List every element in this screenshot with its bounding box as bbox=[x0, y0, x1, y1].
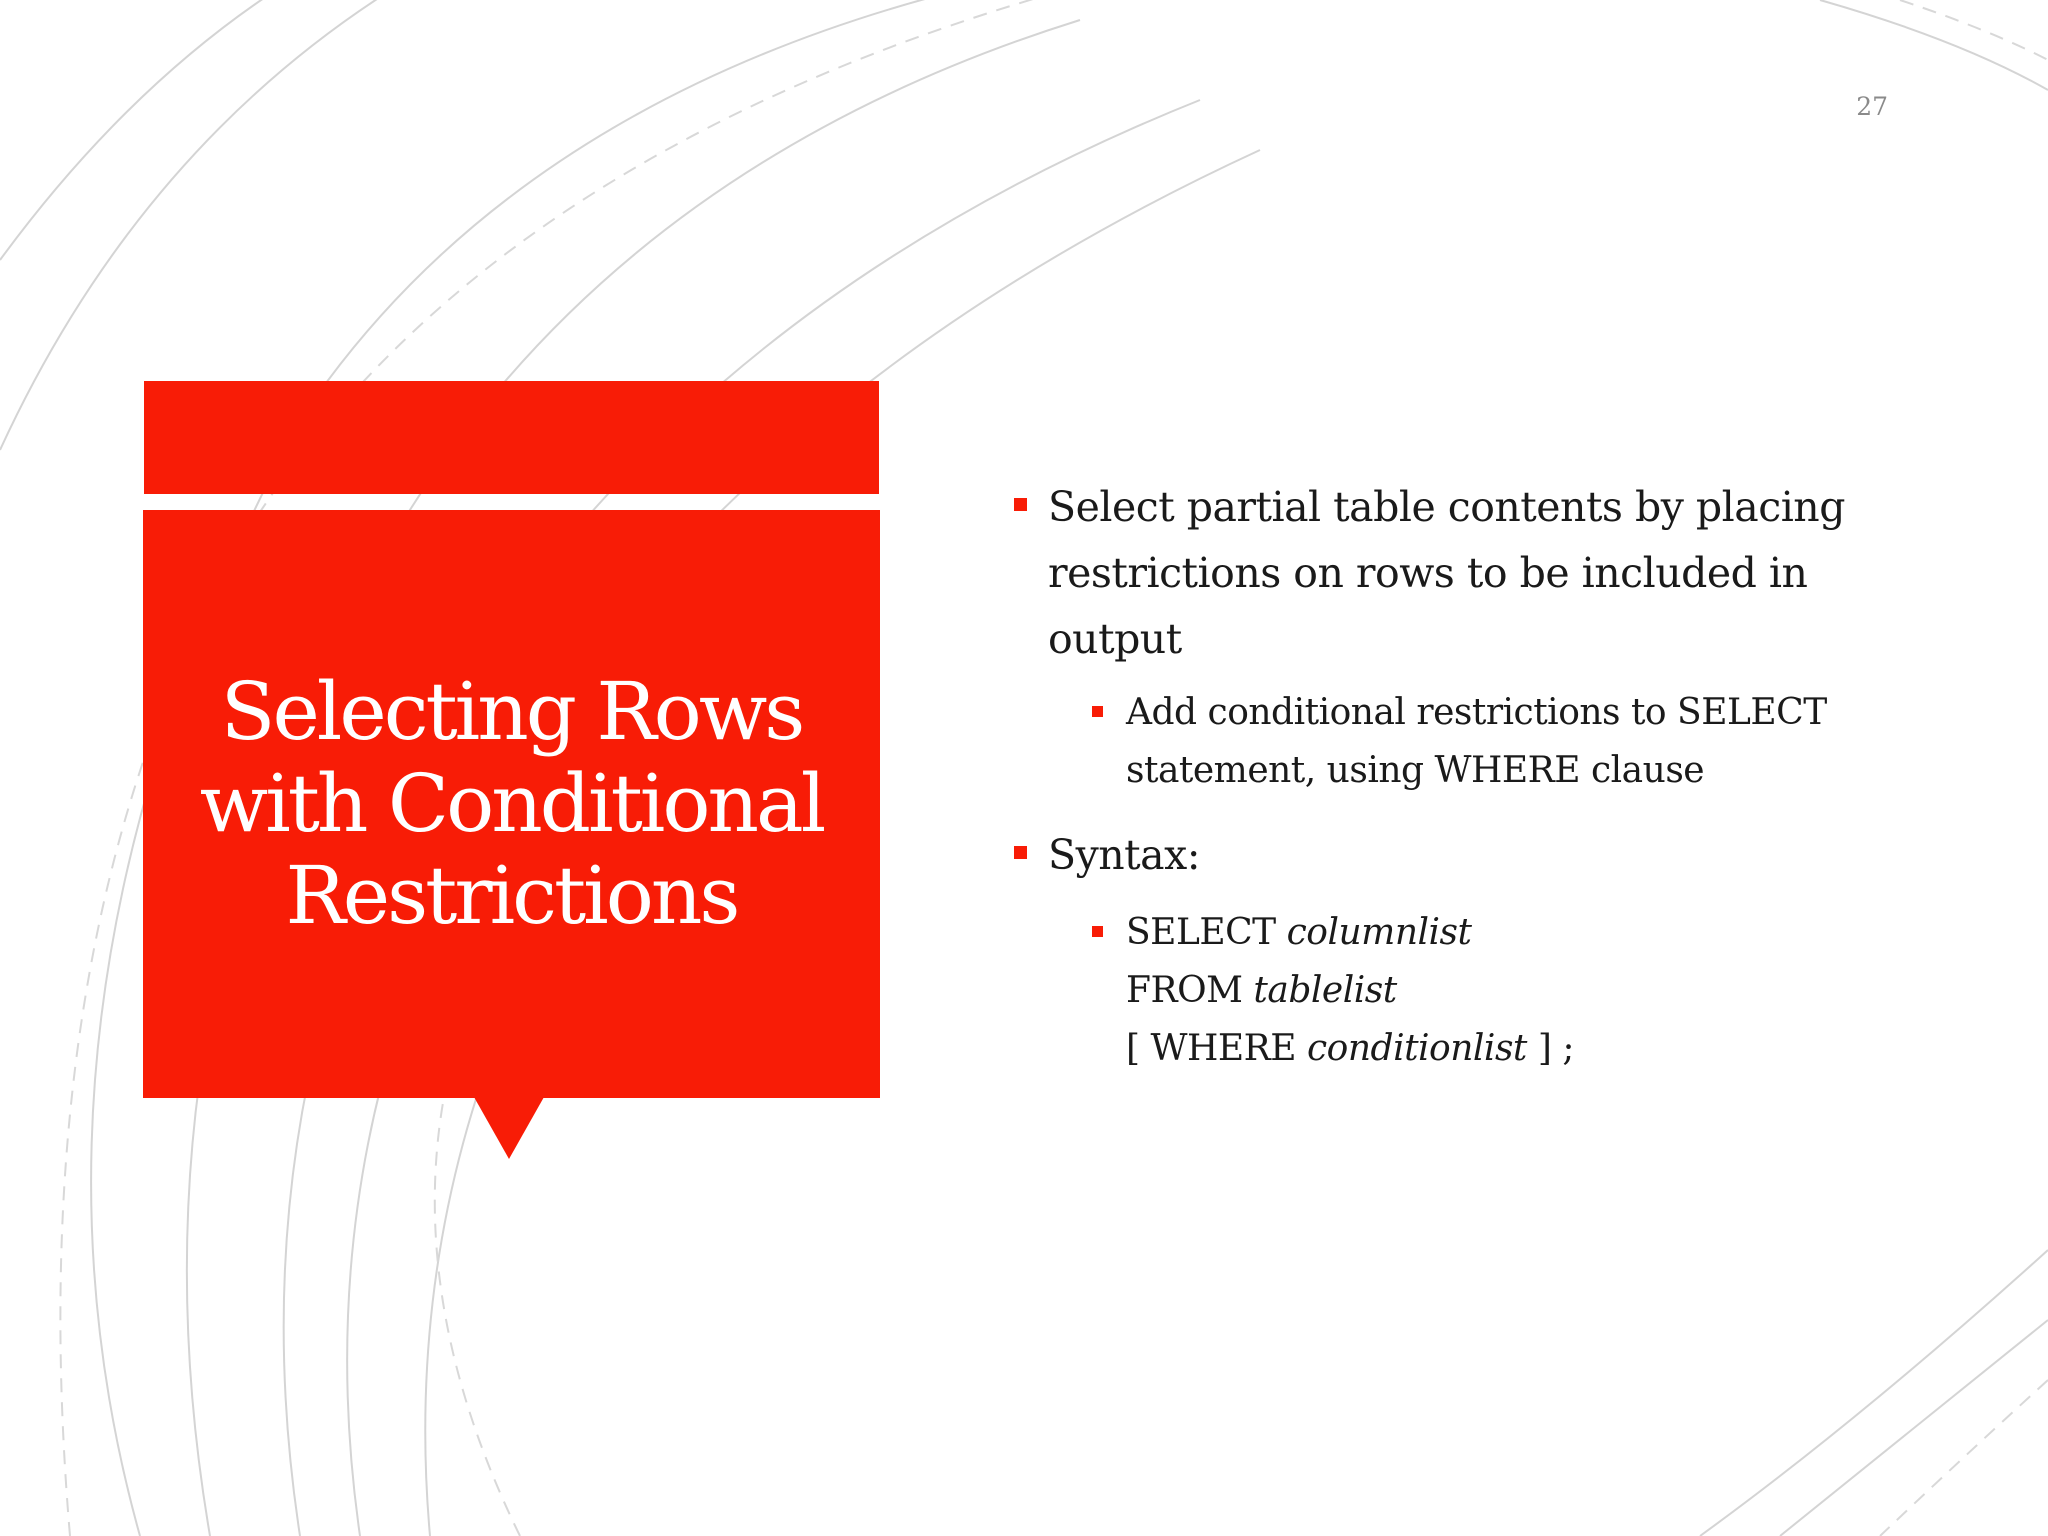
bullet-item-syntax bbox=[1010, 822, 1910, 888]
syntax-end: ] ; bbox=[1526, 1028, 1574, 1069]
bullet-item-select-partial bbox=[1010, 474, 1910, 672]
sub-bullet-text: Add conditional restrictions to SELECT statement, using WHERE clause bbox=[1126, 692, 1827, 791]
syntax-keyword: [ WHERE bbox=[1126, 1028, 1307, 1069]
square-bullet-icon bbox=[1014, 498, 1027, 511]
bullet-text: Syntax: bbox=[1048, 831, 1201, 879]
title-accent-bar bbox=[144, 381, 879, 494]
syntax-argument: columnlist bbox=[1286, 912, 1472, 953]
syntax-line-from bbox=[1126, 962, 1910, 1020]
arc-dash-4 bbox=[1880, 1380, 2048, 1536]
arc-dash-3 bbox=[1900, 0, 2048, 60]
syntax-line-where bbox=[1126, 1020, 1910, 1078]
content-area bbox=[1010, 474, 1910, 1078]
sub-bullet-item-conditional bbox=[1088, 684, 1910, 800]
page-number: 27 bbox=[1856, 92, 1888, 121]
syntax-keyword: SELECT bbox=[1126, 912, 1287, 953]
bullet-text: Select partial table contents by placing restrictions on rows to be included in output bbox=[1048, 483, 1845, 663]
square-bullet-icon bbox=[1092, 706, 1103, 717]
syntax-keyword: FROM bbox=[1126, 970, 1254, 1011]
syntax-line-select bbox=[1126, 904, 1910, 962]
callout-pointer bbox=[474, 1097, 544, 1159]
square-bullet-icon bbox=[1092, 926, 1103, 937]
sub-bullet-item-syntax-code bbox=[1088, 904, 1910, 1078]
square-bullet-icon bbox=[1014, 846, 1027, 859]
syntax-argument: tablelist bbox=[1253, 970, 1397, 1011]
title-callout-box bbox=[143, 510, 880, 1098]
arc-8 bbox=[1820, 0, 2048, 90]
arc-9 bbox=[1700, 1250, 2048, 1536]
slide-title: Selecting Rows with Conditional Restrictions bbox=[199, 665, 824, 942]
arc-1 bbox=[0, 0, 520, 260]
syntax-argument: conditionlist bbox=[1307, 1028, 1527, 1069]
